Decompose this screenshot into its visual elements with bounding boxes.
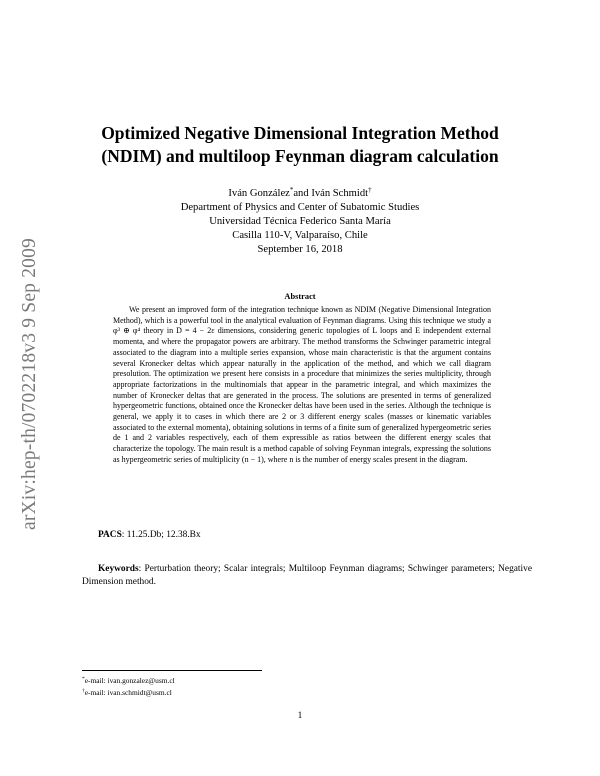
pacs-line: [98, 530, 201, 540]
paper-title: [60, 122, 540, 168]
paper-date: September 16, 2018: [257, 244, 343, 255]
footnote-mark: *: [82, 676, 85, 682]
author-2: Iván Schmidt: [311, 188, 369, 199]
footnote-text: e-mail: ivan.gonzalez@usm.cl: [84, 676, 175, 685]
affiliation-line: Casilla 110-V, Valparaíso, Chile: [232, 230, 368, 241]
abstract-heading: Abstract: [284, 292, 316, 301]
keywords-paragraph: [82, 563, 532, 588]
page-number: 1: [297, 711, 303, 721]
footnote-mark: †: [82, 688, 85, 694]
author-1: Iván González: [228, 188, 290, 199]
title-line-1: Optimized Negative Dimensional Integration Method: [101, 123, 499, 143]
keywords-label: Keywords: [98, 564, 139, 574]
title-line-2: (NDIM) and multiloop Feynman diagram calculation: [101, 146, 499, 166]
footnote-text: e-mail: ivan.schmidt@usm.cl: [84, 688, 172, 697]
author-1-footnote-mark: *: [289, 186, 294, 194]
footnote-divider: [82, 670, 262, 671]
pacs-label: PACS: [98, 530, 122, 540]
author-2-footnote-mark: †: [368, 186, 372, 194]
keywords-value: : Perturbation theory; Scalar integrals; Multiloop Feynman diagrams; Schwinger parameters; Negative Dimension method.: [82, 564, 532, 587]
affiliation-line: Department of Physics and Center of Subatomic Studies: [180, 202, 420, 213]
footnote: [82, 674, 175, 686]
arxiv-stamp: arXiv:hep-th/0702218v3 9 Sep 2009: [19, 237, 40, 531]
author-connector: and: [293, 188, 312, 199]
abstract-body: We present an improved form of the integration technique known as NDIM (Negative Dimensional Integration Method), which is a powerful tool in the analytical evaluation of Feynman diagrams. Using this technique we study a φ³ ⊕ φ⁴ theory in D = 4 − 2ε dimensions, considering generic topologies of L loops and E independent external momenta, and where the propagator powers are arbitrary. The method transforms the Schwinger parametric integral associated to the diagram into a multiple series expansion, whose main characteristic is that the argument contains several Kronecker deltas which appear naturally in the application of the method, and which we call diagram presolution. The optimization we present here consists in a procedure that minimizes the series multiplicity, through appropriate factorizations in the multinomials that appear in the parametric integral, and which maximizes the number of Kronecker deltas that are generated in the process. The solutions are presented in terms of generalized hypergeometric functions, obtained once the Kronecker deltas have been used in the series. Although the technique is general, we apply it to cases in which there are 2 or 3 different energy scales (masses or kinematic variables associated to the external momenta), obtaining solutions in terms of a finite sum of generalized hypergeometric series de 1 and 2 variables respectively, each of them expressible as ratios between the different energy scales that characterize the topology. The main result is a method capable of solving Feynman integrals, expressing the solutions as hypergeometric series of multiplicity (n − 1), where n is the number of energy scales present in the diagram.: [113, 305, 491, 464]
pacs-value: : 11.25.Db; 12.38.Bx: [121, 530, 201, 540]
affiliation-line: Universidad Técnica Federico Santa María: [209, 216, 391, 227]
author-names: [100, 183, 500, 201]
footnotes: [82, 674, 175, 698]
author-block: [100, 183, 500, 243]
footnote: [82, 686, 175, 698]
